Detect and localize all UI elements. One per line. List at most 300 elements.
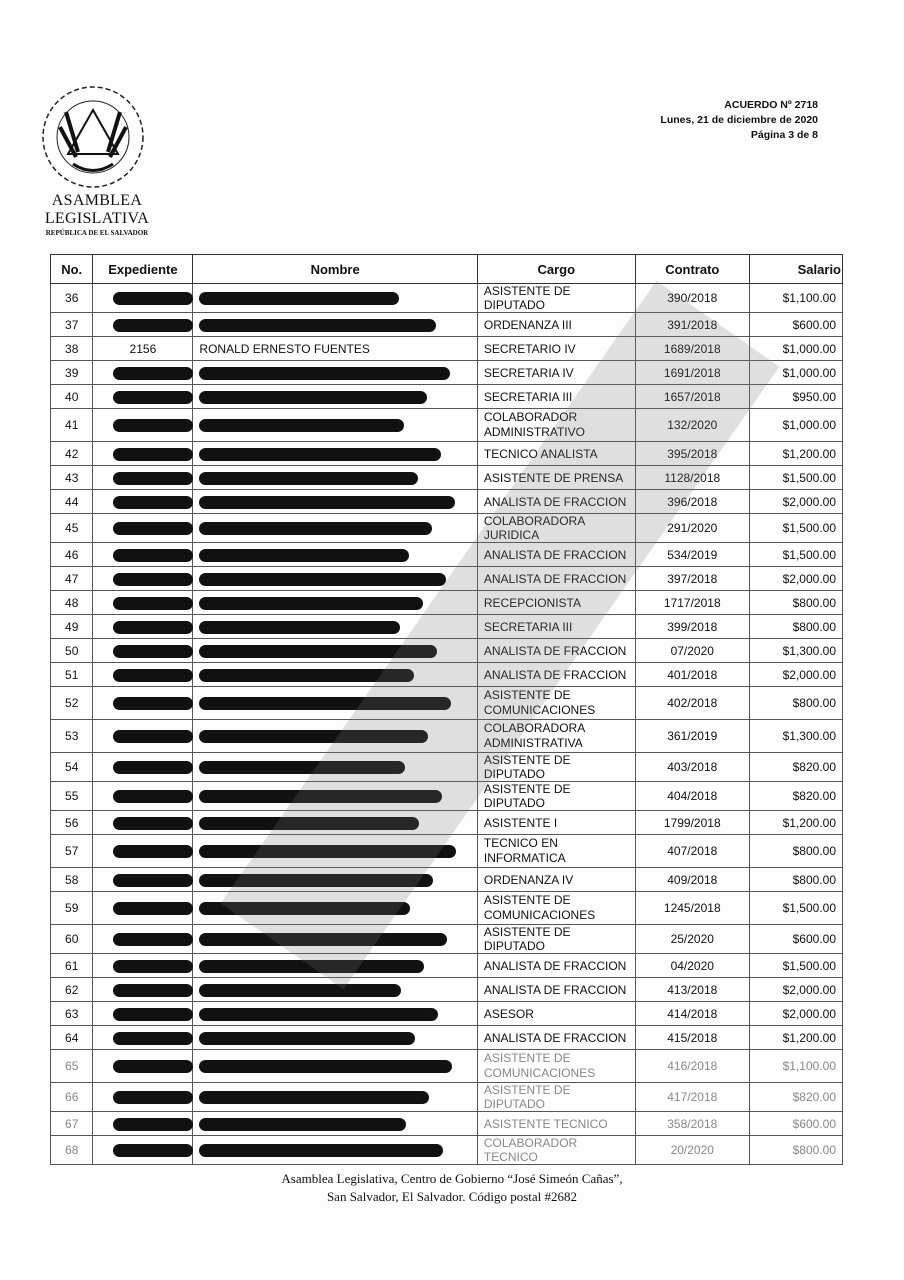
cell-expediente (93, 442, 193, 466)
cell-no: 64 (51, 1026, 93, 1050)
cell-cargo: RECEPCIONISTA (477, 591, 635, 615)
cell-expediente (93, 892, 193, 925)
cell-cargo: ANALISTA DE FRACCION (477, 543, 635, 567)
cell-expediente (93, 835, 193, 868)
table-row (51, 591, 843, 615)
cell-no: 66 (51, 1083, 93, 1112)
redaction-mark (199, 1060, 452, 1073)
table-row (51, 753, 843, 782)
redaction-mark (199, 448, 441, 461)
cell-salario: $800.00 (749, 591, 842, 615)
cell-no: 53 (51, 720, 93, 753)
cell-contrato: 416/2018 (635, 1050, 749, 1083)
redaction-mark (199, 960, 424, 973)
redaction-mark (199, 761, 405, 774)
cell-salario: $2,000.00 (749, 978, 842, 1002)
table-row (51, 567, 843, 591)
redaction-mark (113, 902, 193, 915)
cell-salario: $600.00 (749, 1112, 842, 1136)
cell-contrato: 399/2018 (635, 615, 749, 639)
cell-nombre (193, 466, 477, 490)
redaction-mark (199, 597, 423, 610)
cell-expediente (93, 663, 193, 687)
cell-no: 38 (51, 337, 93, 361)
cell-salario: $600.00 (749, 925, 842, 954)
redaction-mark (113, 1144, 193, 1157)
cell-contrato: 1657/2018 (635, 385, 749, 409)
cell-salario: $1,500.00 (749, 954, 842, 978)
redaction-mark (113, 419, 193, 432)
cell-nombre (193, 1002, 477, 1026)
cell-nombre (193, 753, 477, 782)
cell-expediente (93, 868, 193, 892)
cell-salario: $1,000.00 (749, 361, 842, 385)
cell-nombre (193, 1083, 477, 1112)
redaction-mark (113, 367, 193, 380)
cell-contrato: 409/2018 (635, 868, 749, 892)
redaction-mark (113, 645, 193, 658)
cell-no: 41 (51, 409, 93, 442)
cell-no: 49 (51, 615, 93, 639)
cell-contrato: 07/2020 (635, 639, 749, 663)
cell-cargo: ANALISTA DE FRACCION (477, 978, 635, 1002)
redaction-mark (113, 790, 193, 803)
cell-nombre (193, 925, 477, 954)
cell-cargo: ASISTENTE DE DIPUTADO (477, 782, 635, 811)
redaction-mark (113, 522, 193, 535)
cell-nombre (193, 591, 477, 615)
cell-no: 52 (51, 687, 93, 720)
redaction-mark (199, 933, 447, 946)
cell-salario: $1,000.00 (749, 337, 842, 361)
table-row (51, 892, 843, 925)
redaction-mark (113, 448, 193, 461)
cell-expediente (93, 615, 193, 639)
cell-salario: $800.00 (749, 615, 842, 639)
cell-nombre (193, 409, 477, 442)
cell-expediente (93, 687, 193, 720)
cell-cargo: ASISTENTE DE DIPUTADO (477, 925, 635, 954)
cell-contrato: 396/2018 (635, 490, 749, 514)
table-row (51, 409, 843, 442)
cell-expediente (93, 1136, 193, 1165)
column-header-no: No. (51, 255, 93, 284)
cell-nombre (193, 1026, 477, 1050)
cell-expediente (93, 1050, 193, 1083)
redaction-mark (199, 496, 455, 509)
document-reference (660, 98, 818, 143)
page-number: Página 3 de 8 (750, 129, 818, 141)
table-row (51, 442, 843, 466)
cell-salario: $1,200.00 (749, 811, 842, 835)
cell-expediente (93, 313, 193, 337)
cell-contrato: 358/2018 (635, 1112, 749, 1136)
cell-no: 59 (51, 892, 93, 925)
cell-expediente (93, 385, 193, 409)
cell-contrato: 132/2020 (635, 409, 749, 442)
cell-cargo: ASESOR (477, 1002, 635, 1026)
cell-expediente (93, 567, 193, 591)
redaction-mark (199, 573, 446, 586)
cell-nombre (193, 954, 477, 978)
cell-cargo: ASISTENTE DE COMUNICACIONES (477, 892, 635, 925)
table-row (51, 835, 843, 868)
redaction-mark (199, 874, 433, 887)
redaction-mark (113, 1091, 193, 1104)
table-row (51, 361, 843, 385)
footer-address: Asamblea Legislativa, Centro de Gobierno “José Simeón Cañas”, San Salvador, El Salvador. Código postal #2682 (281, 1171, 623, 1204)
cell-nombre (193, 835, 477, 868)
cell-expediente (93, 639, 193, 663)
cell-cargo: ASISTENTE DE DIPUTADO (477, 753, 635, 782)
cell-nombre (193, 514, 477, 543)
cell-salario: $800.00 (749, 1136, 842, 1165)
redaction-mark (113, 845, 193, 858)
cell-salario: $1,100.00 (749, 1050, 842, 1083)
table-row (51, 868, 843, 892)
redaction-mark (199, 1008, 438, 1021)
cell-nombre (193, 663, 477, 687)
cell-salario: $1,500.00 (749, 466, 842, 490)
column-header-expediente: Expediente (93, 255, 193, 284)
redaction-mark (113, 1118, 193, 1131)
redaction-mark (199, 845, 456, 858)
table-row (51, 1002, 843, 1026)
redaction-mark (199, 645, 437, 658)
cell-cargo: ASISTENTE I (477, 811, 635, 835)
table-row (51, 1112, 843, 1136)
table-row (51, 1050, 843, 1083)
cell-no: 58 (51, 868, 93, 892)
redaction-mark (199, 1144, 443, 1157)
cell-expediente (93, 591, 193, 615)
redaction-mark (199, 1032, 415, 1045)
redaction-mark (199, 902, 410, 915)
column-header-contrato: Contrato (635, 255, 749, 284)
cell-salario: $1,300.00 (749, 639, 842, 663)
cell-no: 42 (51, 442, 93, 466)
redaction-mark (113, 472, 193, 485)
table-row (51, 639, 843, 663)
redaction-mark (113, 391, 193, 404)
redaction-mark (113, 697, 193, 710)
cell-salario: $1,100.00 (749, 284, 842, 313)
redaction-mark (199, 984, 401, 997)
cell-contrato: 1689/2018 (635, 337, 749, 361)
cell-salario: $1,300.00 (749, 720, 842, 753)
table-row (51, 615, 843, 639)
cell-cargo: ANALISTA DE FRACCION (477, 663, 635, 687)
cell-contrato: 20/2020 (635, 1136, 749, 1165)
cell-contrato: 1799/2018 (635, 811, 749, 835)
cell-salario: $2,000.00 (749, 490, 842, 514)
cell-cargo: COLABORADOR ADMINISTRATIVO (477, 409, 635, 442)
cell-salario: $820.00 (749, 753, 842, 782)
cell-nombre: RONALD ERNESTO FUENTES (193, 337, 477, 361)
cell-cargo: SECRETARIA IV (477, 361, 635, 385)
cell-salario: $800.00 (749, 835, 842, 868)
cell-salario: $600.00 (749, 313, 842, 337)
cell-no: 67 (51, 1112, 93, 1136)
cell-salario: $1,200.00 (749, 1026, 842, 1050)
cell-cargo: ASISTENTE DE DIPUTADO (477, 284, 635, 313)
cell-nombre (193, 385, 477, 409)
table-row (51, 663, 843, 687)
table-row (51, 385, 843, 409)
table-row (51, 284, 843, 313)
cell-no: 62 (51, 978, 93, 1002)
organization-name: ASAMBLEA LEGISLATIVA REPÚBLICA DE EL SALVADOR (44, 192, 150, 237)
cell-salario: $2,000.00 (749, 1002, 842, 1026)
table-row (51, 925, 843, 954)
column-header-nombre: Nombre (193, 255, 477, 284)
cell-nombre (193, 615, 477, 639)
cell-cargo: ANALISTA DE FRACCION (477, 1026, 635, 1050)
cell-cargo: ASISTENTE TECNICO (477, 1112, 635, 1136)
cell-no: 68 (51, 1136, 93, 1165)
cell-cargo: TECNICO ANALISTA (477, 442, 635, 466)
cell-expediente (93, 925, 193, 954)
cell-contrato: 407/2018 (635, 835, 749, 868)
cell-expediente: 2156 (93, 337, 193, 361)
cell-no: 63 (51, 1002, 93, 1026)
document-date: Lunes, 21 de diciembre de 2020 (660, 114, 818, 126)
cell-salario: $2,000.00 (749, 663, 842, 687)
table-header-row (51, 255, 843, 284)
cell-cargo: ANALISTA DE FRACCION (477, 567, 635, 591)
redaction-mark (199, 817, 419, 830)
redaction-mark (199, 367, 450, 380)
cell-cargo: ANALISTA DE FRACCION (477, 639, 635, 663)
cell-contrato: 1128/2018 (635, 466, 749, 490)
cell-expediente (93, 1002, 193, 1026)
personnel-table (50, 254, 843, 1165)
cell-no: 54 (51, 753, 93, 782)
cell-contrato: 402/2018 (635, 687, 749, 720)
cell-contrato: 25/2020 (635, 925, 749, 954)
cell-no: 47 (51, 567, 93, 591)
table-row (51, 514, 843, 543)
cell-cargo: ASISTENTE DE DIPUTADO (477, 1083, 635, 1112)
cell-salario: $1,500.00 (749, 892, 842, 925)
table-row (51, 1026, 843, 1050)
table-row (51, 811, 843, 835)
cell-no: 40 (51, 385, 93, 409)
redaction-mark (113, 669, 193, 682)
cell-salario: $1,500.00 (749, 543, 842, 567)
cell-contrato: 415/2018 (635, 1026, 749, 1050)
cell-nombre (193, 284, 477, 313)
cell-no: 45 (51, 514, 93, 543)
table-row (51, 466, 843, 490)
redaction-mark (113, 319, 193, 332)
cell-contrato: 04/2020 (635, 954, 749, 978)
cell-expediente (93, 954, 193, 978)
redaction-mark (199, 669, 414, 682)
cell-expediente (93, 753, 193, 782)
table-row (51, 1136, 843, 1165)
cell-nombre (193, 313, 477, 337)
cell-cargo: ANALISTA DE FRACCION (477, 490, 635, 514)
cell-contrato: 390/2018 (635, 284, 749, 313)
redaction-mark (199, 319, 436, 332)
cell-cargo: ORDENANZA IV (477, 868, 635, 892)
cell-cargo: ASISTENTE DE COMUNICACIONES (477, 1050, 635, 1083)
cell-expediente (93, 1026, 193, 1050)
cell-contrato: 404/2018 (635, 782, 749, 811)
table-row (51, 543, 843, 567)
cell-no: 39 (51, 361, 93, 385)
table-row (51, 337, 843, 361)
acuerdo-number: ACUERDO Nº 2718 (724, 99, 818, 111)
table-row (51, 954, 843, 978)
redaction-mark (199, 621, 400, 634)
table-row (51, 978, 843, 1002)
redaction-mark (113, 874, 193, 887)
cell-no: 36 (51, 284, 93, 313)
redaction-mark (113, 960, 193, 973)
cell-salario: $1,200.00 (749, 442, 842, 466)
cell-contrato: 397/2018 (635, 567, 749, 591)
redaction-mark (199, 292, 399, 305)
redaction-mark (199, 391, 427, 404)
redaction-mark (113, 761, 193, 774)
cell-cargo: ORDENANZA III (477, 313, 635, 337)
cell-contrato: 1717/2018 (635, 591, 749, 615)
cell-cargo: TECNICO EN INFORMATICA (477, 835, 635, 868)
cell-contrato: 413/2018 (635, 978, 749, 1002)
cell-nombre (193, 490, 477, 514)
cell-salario: $1,500.00 (749, 514, 842, 543)
cell-expediente (93, 1112, 193, 1136)
table-row (51, 782, 843, 811)
cell-nombre (193, 782, 477, 811)
cell-nombre (193, 687, 477, 720)
cell-no: 56 (51, 811, 93, 835)
cell-expediente (93, 284, 193, 313)
redaction-mark (199, 549, 409, 562)
cell-nombre (193, 442, 477, 466)
cell-salario: $820.00 (749, 1083, 842, 1112)
cell-nombre (193, 543, 477, 567)
cell-no: 50 (51, 639, 93, 663)
cell-contrato: 291/2020 (635, 514, 749, 543)
cell-cargo: COLABORADOR TECNICO (477, 1136, 635, 1165)
cell-cargo: ASISTENTE DE COMUNICACIONES (477, 687, 635, 720)
cell-expediente (93, 466, 193, 490)
cell-contrato: 1691/2018 (635, 361, 749, 385)
cell-contrato: 391/2018 (635, 313, 749, 337)
column-header-salario: Salario (749, 255, 842, 284)
cell-cargo: SECRETARIA III (477, 385, 635, 409)
redaction-mark (113, 1060, 193, 1073)
redaction-mark (113, 597, 193, 610)
redaction-mark (199, 419, 404, 432)
cell-no: 65 (51, 1050, 93, 1083)
redaction-mark (113, 621, 193, 634)
cell-expediente (93, 514, 193, 543)
cell-salario: $950.00 (749, 385, 842, 409)
redaction-mark (113, 549, 193, 562)
cell-expediente (93, 1083, 193, 1112)
cell-cargo: SECRETARIO IV (477, 337, 635, 361)
cell-nombre (193, 978, 477, 1002)
table-row (51, 720, 843, 753)
cell-no: 37 (51, 313, 93, 337)
redaction-mark (113, 817, 193, 830)
redaction-mark (199, 1091, 429, 1104)
cell-nombre (193, 1112, 477, 1136)
cell-contrato: 401/2018 (635, 663, 749, 687)
redaction-mark (113, 933, 193, 946)
cell-contrato: 403/2018 (635, 753, 749, 782)
cell-salario: $800.00 (749, 687, 842, 720)
cell-nombre (193, 1136, 477, 1165)
cell-no: 60 (51, 925, 93, 954)
cell-expediente (93, 978, 193, 1002)
redaction-mark (113, 1032, 193, 1045)
cell-salario: $1,000.00 (749, 409, 842, 442)
table-row (51, 490, 843, 514)
cell-contrato: 361/2019 (635, 720, 749, 753)
coat-of-arms-seal-icon (38, 82, 148, 192)
cell-cargo: ASISTENTE DE PRENSA (477, 466, 635, 490)
redaction-mark (113, 573, 193, 586)
cell-no: 48 (51, 591, 93, 615)
cell-nombre (193, 892, 477, 925)
cell-expediente (93, 543, 193, 567)
cell-no: 46 (51, 543, 93, 567)
cell-contrato: 414/2018 (635, 1002, 749, 1026)
column-header-cargo: Cargo (477, 255, 635, 284)
redaction-mark (113, 496, 193, 509)
cell-salario: $800.00 (749, 868, 842, 892)
cell-nombre (193, 361, 477, 385)
cell-expediente (93, 720, 193, 753)
cell-nombre (193, 811, 477, 835)
cell-salario: $820.00 (749, 782, 842, 811)
cell-expediente (93, 409, 193, 442)
redaction-mark (199, 790, 442, 803)
cell-cargo: COLABORADORA JURIDICA (477, 514, 635, 543)
cell-nombre (193, 567, 477, 591)
cell-cargo: COLABORADORA ADMINISTRATIVA (477, 720, 635, 753)
redaction-mark (199, 697, 451, 710)
redaction-mark (113, 730, 193, 743)
cell-salario: $2,000.00 (749, 567, 842, 591)
cell-no: 61 (51, 954, 93, 978)
cell-expediente (93, 811, 193, 835)
cell-no: 44 (51, 490, 93, 514)
cell-nombre (193, 639, 477, 663)
redaction-mark (113, 292, 193, 305)
table-row (51, 1083, 843, 1112)
cell-cargo: ANALISTA DE FRACCION (477, 954, 635, 978)
cell-no: 57 (51, 835, 93, 868)
cell-nombre (193, 1050, 477, 1083)
cell-no: 55 (51, 782, 93, 811)
table-row (51, 687, 843, 720)
cell-cargo: SECRETARIA III (477, 615, 635, 639)
redaction-mark (199, 522, 432, 535)
redaction-mark (199, 730, 428, 743)
redaction-mark (113, 984, 193, 997)
cell-no: 43 (51, 466, 93, 490)
redaction-mark (199, 472, 418, 485)
cell-nombre (193, 868, 477, 892)
table-row (51, 313, 843, 337)
cell-expediente (93, 361, 193, 385)
